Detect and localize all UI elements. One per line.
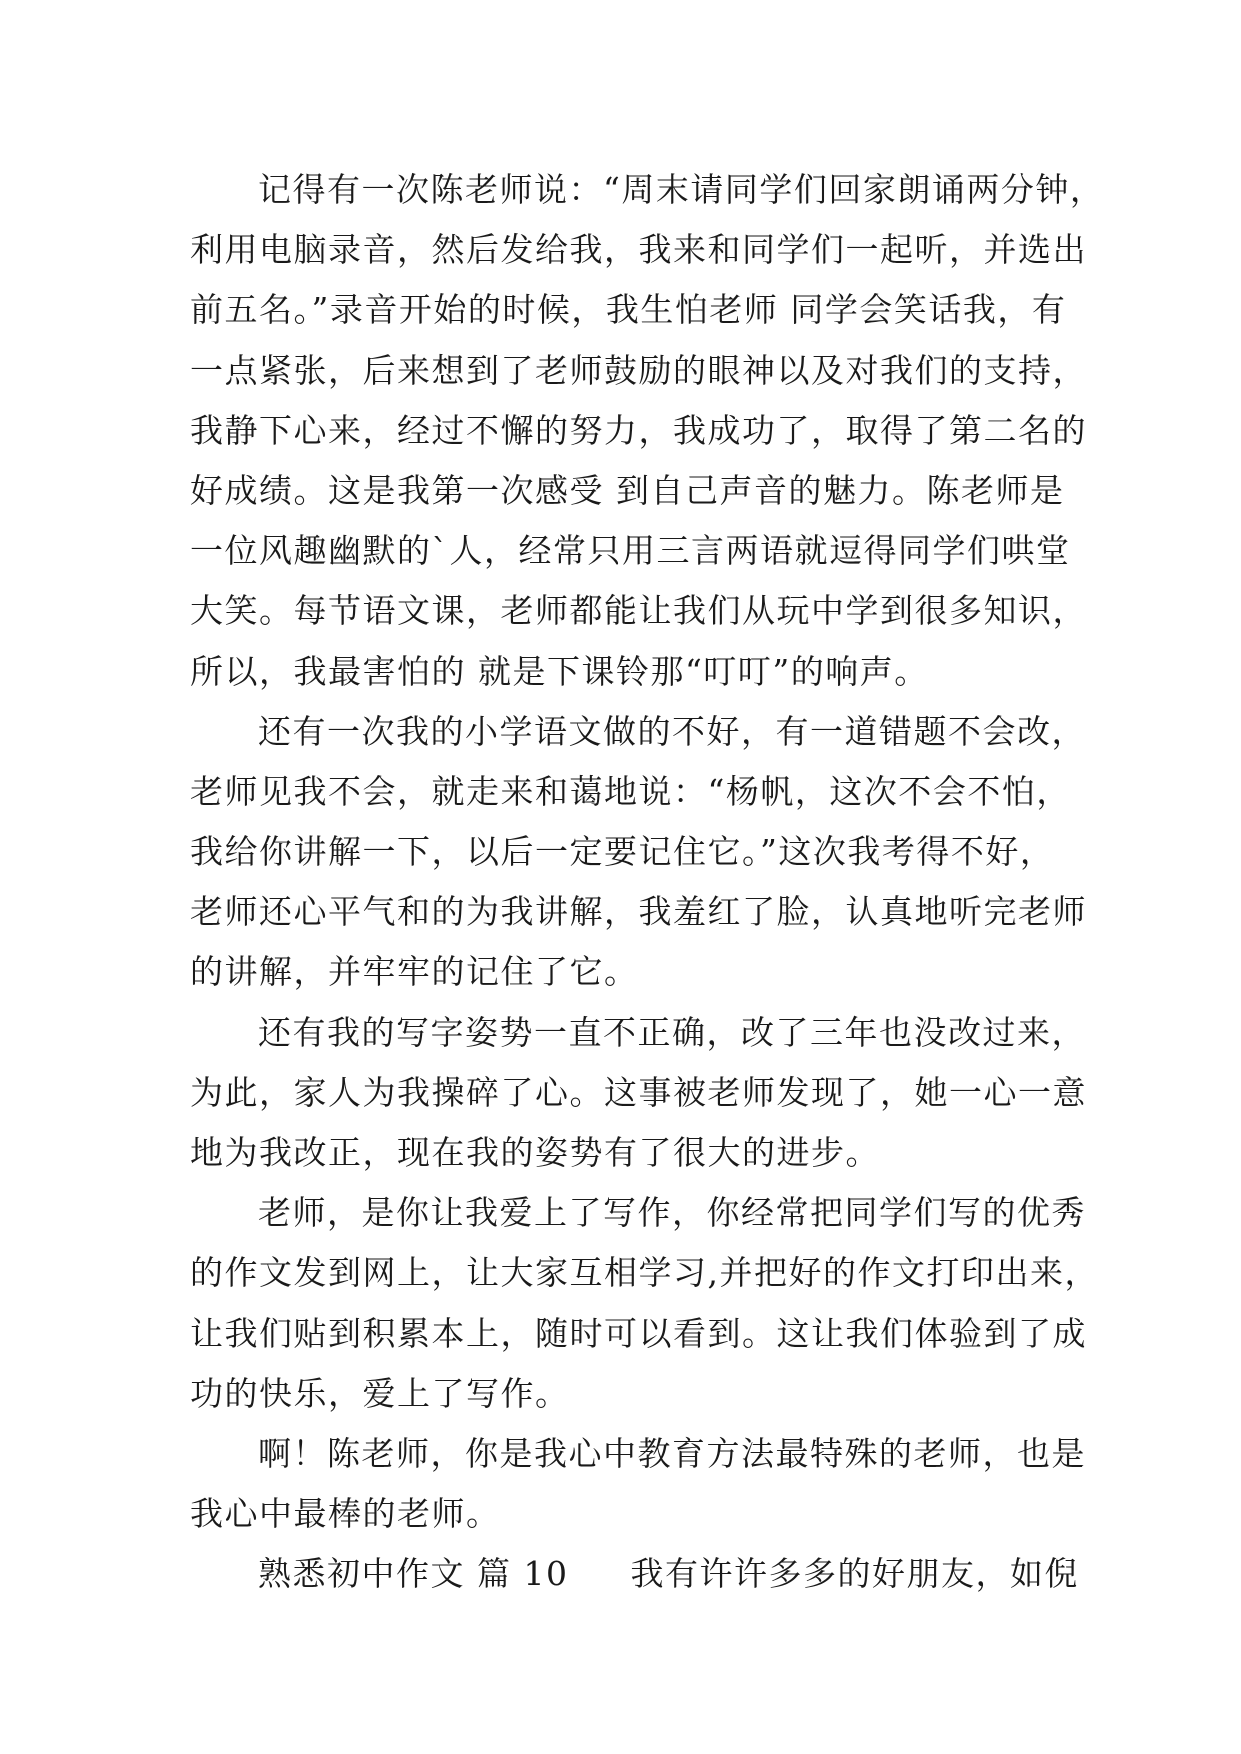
text-line: 啊！陈老师，你是我心中教育方法最特殊的老师，也是	[258, 1433, 1086, 1473]
text-line: 为此，家人为我操碎了心。这事被老师发现了，她一心一意	[190, 1072, 1087, 1112]
text-line: 老师，是你让我爱上了写作，你经常把同学们写的优秀	[258, 1193, 1086, 1233]
text-line: 我给你讲解一下，以后一定要记住它。”这次我考得不好，	[190, 832, 1055, 872]
text-line: 还有我的写字姿势一直不正确，改了三年也没改过来，	[258, 1012, 1086, 1052]
text-line: 我心中最棒的老师。	[190, 1494, 501, 1534]
text-line: 一点紧张，后来想到了老师鼓励的眼神以及对我们的支持，	[190, 350, 1087, 390]
text-line: 还有一次我的小学语文做的不好，有一道错题不会改，	[258, 711, 1086, 751]
text-continuation: 我有许许多多的好朋友，如倪	[630, 1554, 1079, 1594]
text-line: 让我们贴到积累本上，随时可以看到。这让我们体验到了成	[190, 1313, 1087, 1353]
text-line: 老师还心平气和的为我讲解，我羞红了脸，认真地听完老师	[190, 892, 1087, 932]
text-line: 一位风趣幽默的`人，经常只用三言两语就逗得同学们哄堂	[190, 531, 1071, 571]
text-line: 的作文发到网上，让大家互相学习,并把好的作文打印出来，	[190, 1253, 1099, 1293]
text-line: 所以，我最害怕的 就是下课铃那“叮叮”的响声。	[190, 651, 929, 691]
text-line: 功的快乐，爱上了写作。	[190, 1373, 570, 1413]
text-line: 的讲解，并牢牢的记住了它。	[190, 952, 639, 992]
text-line: 地为我改正，现在我的姿势有了很大的进步。	[190, 1133, 880, 1172]
section-heading: 熟悉初中作文 篇 10	[258, 1554, 569, 1594]
text-line: 老师见我不会，就走来和蔼地说：“杨帆，这次不会不怕，	[190, 771, 1071, 811]
last-line	[190, 1544, 1079, 1604]
text-line: 好成绩。这是我第一次感受 到自己声音的魅力。陈老师是	[190, 470, 1065, 510]
text-line: 利用电脑录音，然后发给我，我来和同学们一起听，并选出	[190, 230, 1087, 270]
text-line: 大笑。每节语文课，老师都能让我们从玩中学到很多知识，	[190, 591, 1087, 631]
text-line: 前五名。”录音开始的时候，我生怕老师 同学会笑话我，有	[190, 290, 1067, 330]
text-line: 我静下心来，经过不懈的努力，我成功了，取得了第二名的	[190, 410, 1087, 450]
essay-body	[190, 160, 1105, 1605]
text-line: 记得有一次陈老师说：“周末请同学们回家朗诵两分钟，	[258, 170, 1105, 209]
